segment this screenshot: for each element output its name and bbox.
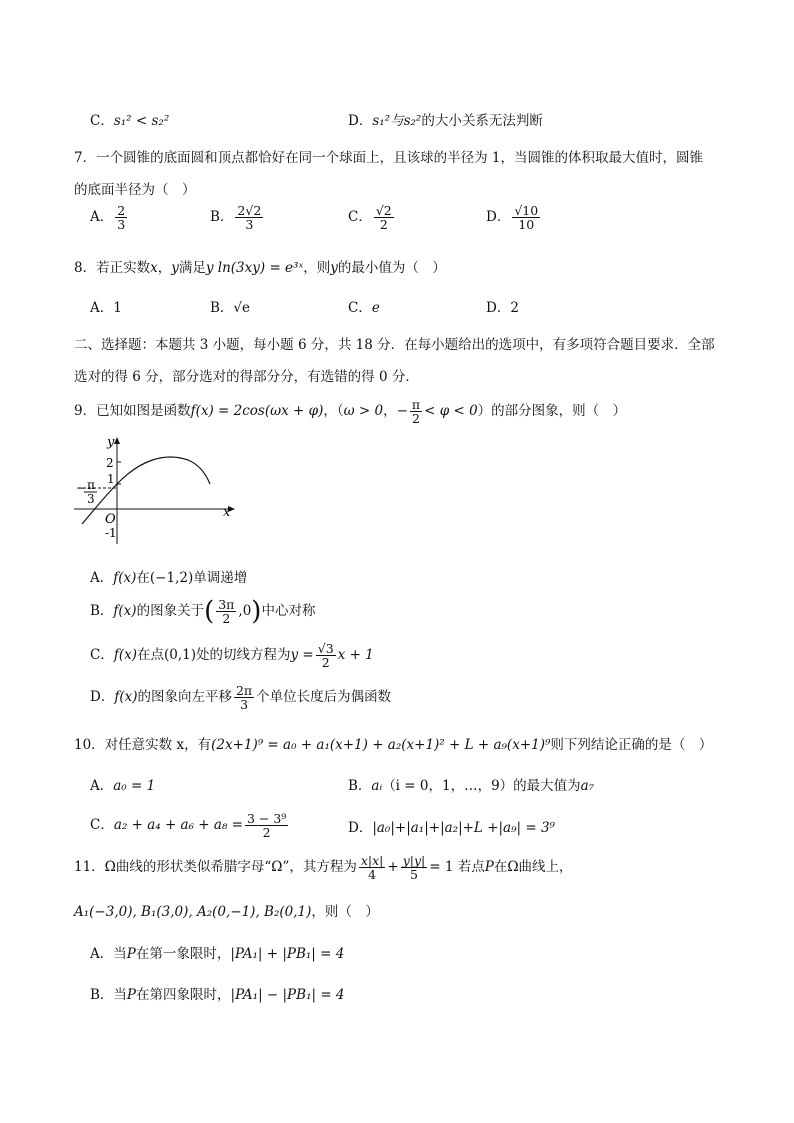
- right-paren: ): [251, 596, 262, 627]
- denominator: 2: [222, 611, 231, 627]
- option-label: B．: [90, 603, 114, 620]
- fraction: [235, 204, 263, 231]
- y-axis-label: y: [107, 435, 115, 450]
- option-label: A．: [90, 209, 114, 226]
- denominator: 2: [321, 655, 330, 671]
- numerator: 3 − 3⁹: [246, 811, 287, 826]
- tick-label-2: 2: [106, 456, 114, 470]
- option-label: C．: [348, 300, 372, 316]
- q7-option-c: [348, 204, 396, 231]
- stem-text: 9．已知如图是函数: [74, 403, 191, 420]
- option-expr: aᵢ: [371, 778, 383, 794]
- option-value: 1: [113, 300, 122, 316]
- stem-text: ，: [157, 260, 172, 276]
- q8-option-d: [486, 296, 519, 316]
- option-expr: (−1,2): [149, 570, 194, 586]
- q10-option-c: [90, 812, 290, 839]
- var-p: P: [484, 859, 494, 876]
- option-text: 中心对称: [261, 603, 316, 620]
- option-value: 2: [510, 300, 519, 316]
- cosine-curve: [82, 457, 210, 524]
- option-label: D．: [348, 113, 373, 129]
- q9-cond-phi: < φ < 0: [424, 403, 478, 420]
- option-expr: a₇: [580, 778, 595, 794]
- option-text: （i = 0，1，…，9）的最大值为: [382, 778, 581, 794]
- q10-equation: (2x+1)⁹ = a₀ + a₁(x+1) + a₂(x+1)² + L + a₉(x+1)⁹: [211, 737, 551, 753]
- option-expr: ,0: [238, 603, 252, 620]
- q9-stem: [74, 398, 626, 425]
- numerator: √2: [375, 203, 392, 218]
- q9-function: f(x) = 2cos(ωx + φ): [190, 403, 324, 420]
- denominator: 2: [412, 411, 420, 427]
- stem-text: 11．Ω曲线的形状类似希腊字母“Ω”，其方程为: [74, 859, 357, 876]
- q8-equation: y ln(3xy) = e³ˣ: [205, 260, 304, 276]
- q11-option-b: [90, 983, 345, 1003]
- tick-label-neg1: -1: [105, 526, 117, 540]
- q11-stem-line2: [74, 900, 379, 920]
- stem-text: 在Ω曲线上，: [493, 859, 573, 876]
- option-label: C．: [90, 113, 114, 129]
- stem-text: = 1 若点: [429, 859, 485, 876]
- stem-text: ，则（ ）: [311, 904, 379, 920]
- q10-option-d: [348, 816, 555, 836]
- stem-text: 10．对任意实数 x，有: [74, 737, 212, 753]
- numerator: 2: [117, 203, 126, 218]
- q7-option-d: [486, 204, 542, 231]
- var-x: x: [150, 260, 158, 276]
- stem-text: 的最小值为（ ）: [337, 260, 446, 276]
- denominator: 2: [379, 217, 388, 233]
- denominator: 3: [117, 217, 126, 233]
- fraction: [316, 642, 336, 669]
- var-y: y: [171, 260, 179, 276]
- option-label: D．: [348, 820, 373, 836]
- option-text: 的图象关于: [136, 603, 205, 620]
- numerator: x|x|: [360, 853, 384, 868]
- minus-sign: −: [396, 403, 408, 420]
- option-label: C．: [348, 209, 372, 226]
- denominator: 10: [518, 217, 535, 233]
- numerator: 3π: [218, 597, 235, 612]
- q11-points: A₁(−3,0), B₁(3,0), A₂(0,−1), B₂(0,1): [74, 904, 312, 920]
- option-text: 的图象向左平移: [137, 689, 232, 706]
- fraction: [245, 812, 288, 839]
- option-label: D．: [486, 300, 511, 316]
- option-value: e: [371, 300, 380, 316]
- var-y: y: [330, 260, 338, 276]
- q11-option-a: [90, 942, 344, 962]
- x-axis-label: x: [223, 505, 231, 520]
- q9-function-graph: [70, 432, 240, 550]
- option-label: B．: [210, 300, 234, 316]
- q9-cond-omega: ω > 0: [343, 403, 384, 420]
- fx: f(x): [114, 689, 138, 706]
- section2-line2: 选对的得 6 分，部分选对的得部分分，有选错的得 0 分．: [74, 369, 419, 385]
- fraction: [410, 398, 422, 425]
- q9-option-d: [90, 684, 391, 711]
- option-label: C．: [90, 647, 114, 664]
- fx: f(x): [113, 570, 137, 586]
- option-label: A．当: [90, 946, 127, 962]
- fraction: [401, 854, 428, 881]
- stem-text: 则下列结论正确的是（ ）: [550, 737, 713, 753]
- option-label: A．: [90, 778, 114, 794]
- option-label: A．: [90, 300, 114, 316]
- left-paren: (: [204, 596, 215, 627]
- stem-text: ，: [383, 403, 397, 420]
- stem-text: 满足: [178, 260, 206, 276]
- option-label: A．: [90, 570, 114, 586]
- eq-post: x + 1: [337, 647, 374, 664]
- plus-sign: +: [387, 859, 399, 876]
- stem-text: ，（: [323, 403, 344, 420]
- option-expr: |a₀|+|a₁|+|a₂|+L +|a₉| = 3⁹: [372, 820, 555, 836]
- q9-option-a: [90, 566, 247, 586]
- option-label: D．: [486, 209, 511, 226]
- fx: f(x): [113, 647, 137, 664]
- option-label: B．: [348, 778, 372, 794]
- option-text: 在第四象限时，: [136, 987, 231, 1003]
- fraction: [374, 204, 394, 231]
- numerator: 2√2: [237, 203, 262, 218]
- var-p: P: [126, 946, 136, 962]
- section2-line1: 二、选择题：本题共 3 小题，每小题 6 分，共 18 分．在每小题给出的选项中，有多项符合题目要求．全部: [74, 337, 715, 353]
- q6-c-expr: s₁² < s₂²: [113, 113, 170, 129]
- option-expr: a₀ = 1: [113, 778, 156, 794]
- numerator: y|y|: [402, 853, 426, 868]
- q11-stem-line1: [74, 854, 573, 881]
- q8-option-c: [348, 296, 380, 316]
- denominator: 4: [368, 867, 377, 883]
- x-tick-sign: −: [76, 481, 87, 495]
- fraction: [359, 854, 386, 881]
- option-text: 单调递增: [193, 570, 248, 586]
- numerator: √3: [317, 641, 334, 656]
- tick-label-1: 1: [107, 472, 115, 486]
- q6-option-d: [348, 109, 543, 129]
- q8-option-a: [90, 296, 122, 316]
- option-text: 在点: [137, 647, 164, 664]
- q6-d-text: 的大小关系无法判断: [421, 113, 543, 129]
- fraction: [216, 598, 236, 625]
- q8-stem: [74, 256, 446, 276]
- option-label: B．当: [90, 987, 127, 1003]
- option-label: C．: [90, 817, 114, 834]
- numerator: 2π: [235, 683, 253, 698]
- x-tick-num: π: [87, 478, 95, 492]
- option-text: 在第一象限时，: [135, 946, 231, 962]
- q8-option-b: [210, 296, 250, 316]
- q7-option-a: [90, 204, 129, 231]
- fraction: [115, 204, 127, 231]
- y-axis-arrow: [114, 437, 120, 444]
- denominator: 5: [410, 867, 418, 883]
- q6-d-expr: s₁²与s₂²: [372, 113, 422, 129]
- q9-option-c: [90, 642, 374, 669]
- option-expr: |PA₁| − |PB₁| = 4: [230, 987, 345, 1003]
- q10-option-b: [348, 774, 594, 794]
- option-expr: (0,1): [164, 647, 197, 664]
- fx: f(x): [113, 603, 137, 620]
- q7-stem-line2: 的底面半径为（ ）: [74, 182, 196, 198]
- option-label: D．: [90, 689, 115, 706]
- numerator: √10: [514, 203, 539, 218]
- denominator: 2: [262, 825, 271, 841]
- stem-text: ，则: [303, 260, 331, 276]
- option-text: 个单位长度后为偶函数: [256, 689, 392, 706]
- fraction: [512, 204, 540, 231]
- option-value: √e: [233, 300, 251, 316]
- x-tick-den: 3: [87, 492, 95, 506]
- option-text: 处的切线方程为: [196, 647, 291, 664]
- denominator: 3: [240, 697, 249, 713]
- option-text: 在: [136, 570, 150, 586]
- option-expr: |PA₁| + |PB₁| = 4: [230, 946, 345, 962]
- eq-pre: y =: [290, 647, 314, 664]
- q10-stem: [74, 733, 712, 753]
- fraction: [234, 684, 254, 711]
- option-expr: a₂ + a₄ + a₆ + a₈ =: [113, 817, 243, 834]
- denominator: 3: [245, 217, 254, 233]
- q10-option-a: [90, 774, 155, 794]
- q7-option-b: [210, 204, 265, 231]
- stem-text: ）的部分图象，则（ ）: [477, 403, 627, 420]
- origin-label: O: [105, 512, 116, 527]
- stem-text: 8．若正实数: [74, 260, 151, 276]
- option-label: B．: [210, 209, 234, 226]
- q6-option-c: [90, 109, 169, 129]
- var-p: P: [126, 987, 137, 1003]
- numerator: π: [411, 397, 421, 412]
- q7-stem-line1: 7．一个圆锥的底面圆和顶点都恰好在同一个球面上，且该球的半径为 1，当圆锥的体积取最大值时，圆锥: [74, 150, 703, 166]
- q9-option-b: [90, 598, 315, 625]
